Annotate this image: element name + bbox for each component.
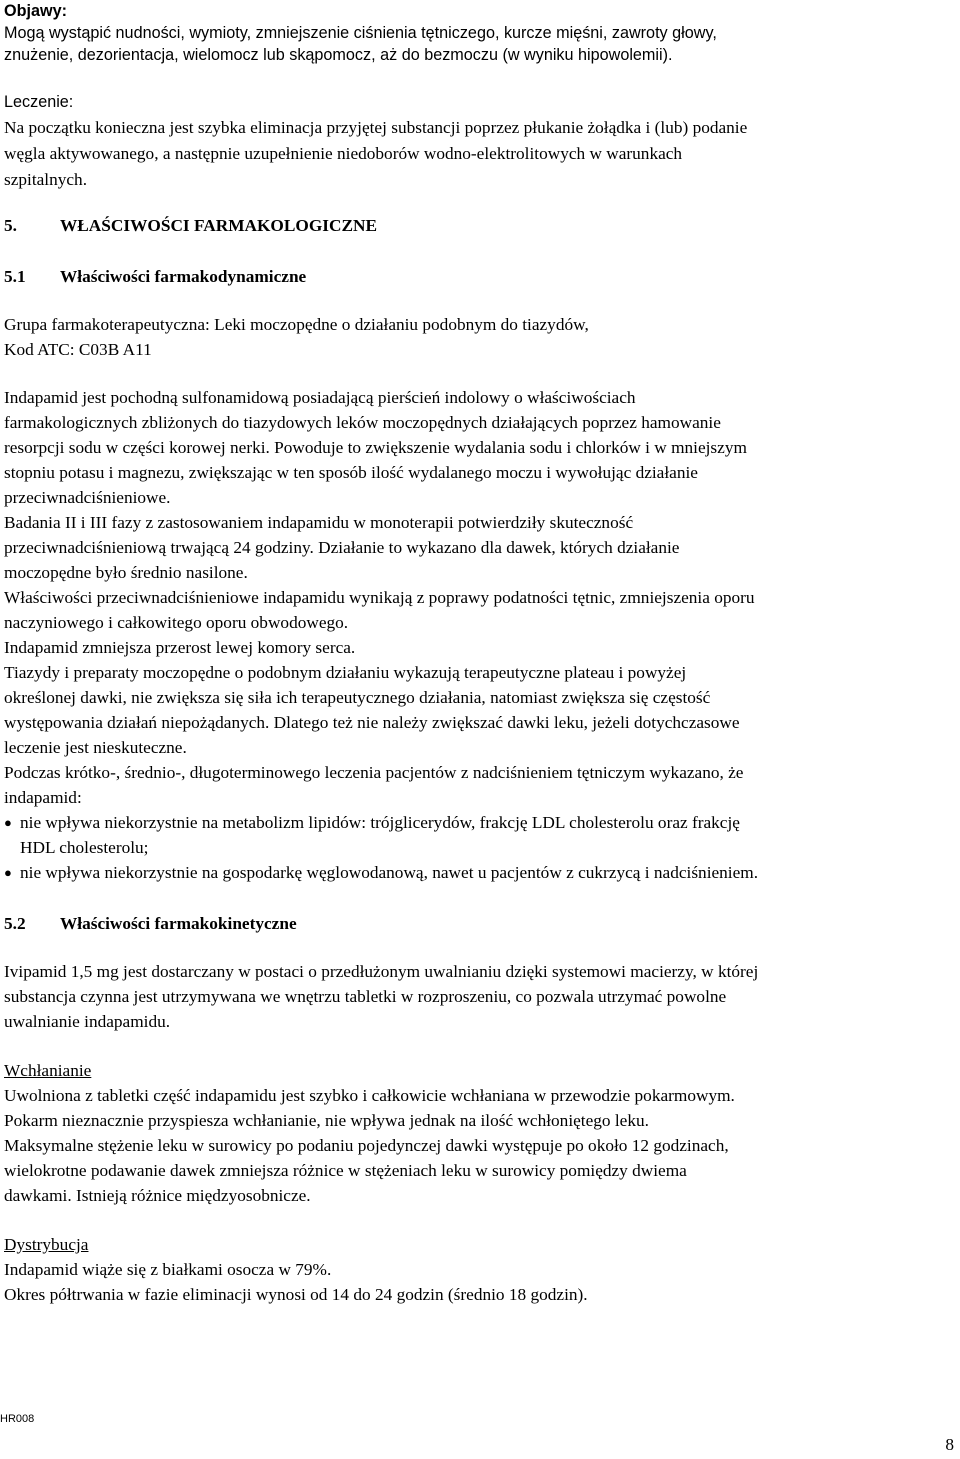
wchlanianie-line: Uwolniona z tabletki część indapamidu jest szybko i całkowicie wchłaniana w przewodzie pokarmowym. [4, 1086, 735, 1105]
bullet-item [4, 810, 956, 835]
dystrybucja-line: Indapamid wiąże się z białkami osocza w 79%. [4, 1260, 332, 1279]
body-line: Indapamid jest pochodną sulfonamidową posiadającą pierścień indolowy o właściwościach [4, 388, 636, 407]
document-code: HR008 [0, 1413, 35, 1425]
wchlanianie-line: wielokrotne podawanie dawek zmniejsza różnice w stężeniach leku w surowicy pomiędzy dwiema [4, 1161, 687, 1180]
bullet-icon: ● [4, 815, 12, 830]
body-line: leczenie jest nieskuteczne. [4, 738, 187, 757]
section-5-1-number: 5.1 [4, 267, 26, 286]
pharmacodynamics-body [4, 385, 956, 810]
section-5-1-title: Właściwości farmakodynamiczne [60, 267, 307, 286]
wchlanianie-line: Maksymalne stężenie leku w surowicy po podaniu pojedynczej dawki występuje po około 12 godzinach, [4, 1136, 729, 1155]
group-line-2: Kod ATC: C03B A11 [4, 340, 152, 359]
body-line: przeciwnadciśnieniową trwającą 24 godziny. Działanie to wykazano dla dawek, których działanie [4, 538, 680, 557]
wchlanianie-line: Pokarm nieznacznie przyspiesza wchłanianie, nie wpływa jednak na ilość wchłoniętego leku. [4, 1111, 649, 1130]
leczenie-line-1: Na początku konieczna jest szybka eliminacja przyjętej substancji poprzez płukanie żołądka i (lub) podanie [4, 118, 748, 137]
wchlanianie-heading: Wchłanianie [4, 1061, 92, 1080]
group-line-1: Grupa farmakoterapeutyczna: Leki moczopędne o działaniu podobnym do tiazydów, [4, 315, 589, 334]
intro-line: substancja czynna jest utrzymywana we wnętrzu tabletki w rozproszeniu, co pozwala utrzymać powolne [4, 987, 727, 1006]
body-line: Podczas krótko-, średnio-, długoterminowego leczenia pacjentów z nadciśnieniem tętniczym wykazano, że [4, 763, 744, 782]
objawy-line-2: znużenie, dezorientacja, wielomocz lub skąpomocz, aż do bezmoczu (w wyniku hipowolemii). [4, 46, 673, 64]
body-line: naczyniowego i całkowitego oporu obwodowego. [4, 613, 349, 632]
body-line: indapamid: [4, 788, 82, 807]
section-5-2-title: Właściwości farmakokinetyczne [60, 914, 297, 933]
intro-line: Ivipamid 1,5 mg jest dostarczany w postaci o przedłużonym uwalnianiu dzięki systemowi macierzy, w której [4, 962, 759, 981]
body-line: resorpcji sodu w części korowej nerki. Powoduje to zwiększenie wydalania sodu i chlorków i w mniejszym [4, 438, 747, 457]
leczenie-heading: Leczenie: [4, 93, 74, 111]
body-line: Indapamid zmniejsza przerost lewej komory serca. [4, 638, 356, 657]
body-line: stopniu potasu i magnezu, zwiększając w ten sposób ilość wydalanego moczu i wywołując działanie [4, 463, 698, 482]
body-line: farmakologicznych zbliżonych do tiazydowych leków moczopędnych działających poprzez hamowanie [4, 413, 721, 432]
body-line: Badania II i III fazy z zastosowaniem indapamidu w monoterapii potwierdziły skuteczność [4, 513, 634, 532]
wchlanianie-line: dawkami. Istnieją różnice międzyosobnicze. [4, 1186, 311, 1205]
bullet-text: nie wpływa niekorzystnie na metabolizm lipidów: trójglicerydów, frakcję LDL cholesterolu oraz frakcję [20, 813, 740, 832]
objawy-heading: Objawy: [4, 2, 67, 20]
body-line: występowania działań niepożądanych. Dlatego też nie należy zwiększać dawki leku, jeżeli dotychczasowe [4, 713, 740, 732]
leczenie-line-2: węgla aktywowanego, a następnie uzupełnienie niedoborów wodno-elektrolitowych w warunkach [4, 144, 683, 163]
body-line: moczopędne było średnio nasilone. [4, 563, 248, 582]
bullet-item [4, 860, 956, 885]
document-page [4, 0, 956, 1307]
objawy-line-1: Mogą wystąpić nudności, wymioty, zmniejszenie ciśnienia tętniczego, kurcze mięśni, zawroty głowy, [4, 24, 717, 42]
section-5-heading [4, 213, 956, 238]
intro-line: uwalnianie indapamidu. [4, 1012, 171, 1031]
bullet-icon: ● [4, 865, 12, 880]
body-line: Właściwości przeciwnadciśnieniowe indapamidu wynikają z poprawy podatności tętnic, zmniejszenia oporu [4, 588, 755, 607]
leczenie-line-3: szpitalnych. [4, 170, 88, 189]
section-5-2-heading [4, 911, 956, 936]
section-5-2-number: 5.2 [4, 914, 26, 933]
dystrybucja-heading: Dystrybucja [4, 1235, 89, 1254]
section-5-1-heading [4, 264, 956, 289]
section-5-title: WŁAŚCIWOŚCI FARMAKOLOGICZNE [60, 216, 378, 235]
section-5-number: 5. [4, 216, 17, 235]
body-line: określonej dawki, nie zwiększa się siła ich terapeutycznego działania, natomiast zwiększa się częstość [4, 688, 711, 707]
bullet-text: nie wpływa niekorzystnie na gospodarkę węglowodanową, nawet u pacjentów z cukrzycą i nadciśnieniem. [20, 863, 759, 882]
body-line: przeciwnadciśnieniowe. [4, 488, 171, 507]
page-number: 8 [945, 1435, 954, 1454]
dystrybucja-line: Okres półtrwania w fazie eliminacji wynosi od 14 do 24 godzin (średnio 18 godzin). [4, 1285, 588, 1304]
body-line: Tiazydy i preparaty moczopędne o podobnym działaniu wykazują terapeutyczne plateau i powyżej [4, 663, 687, 682]
bullet-continuation: HDL cholesterolu; [20, 838, 149, 857]
